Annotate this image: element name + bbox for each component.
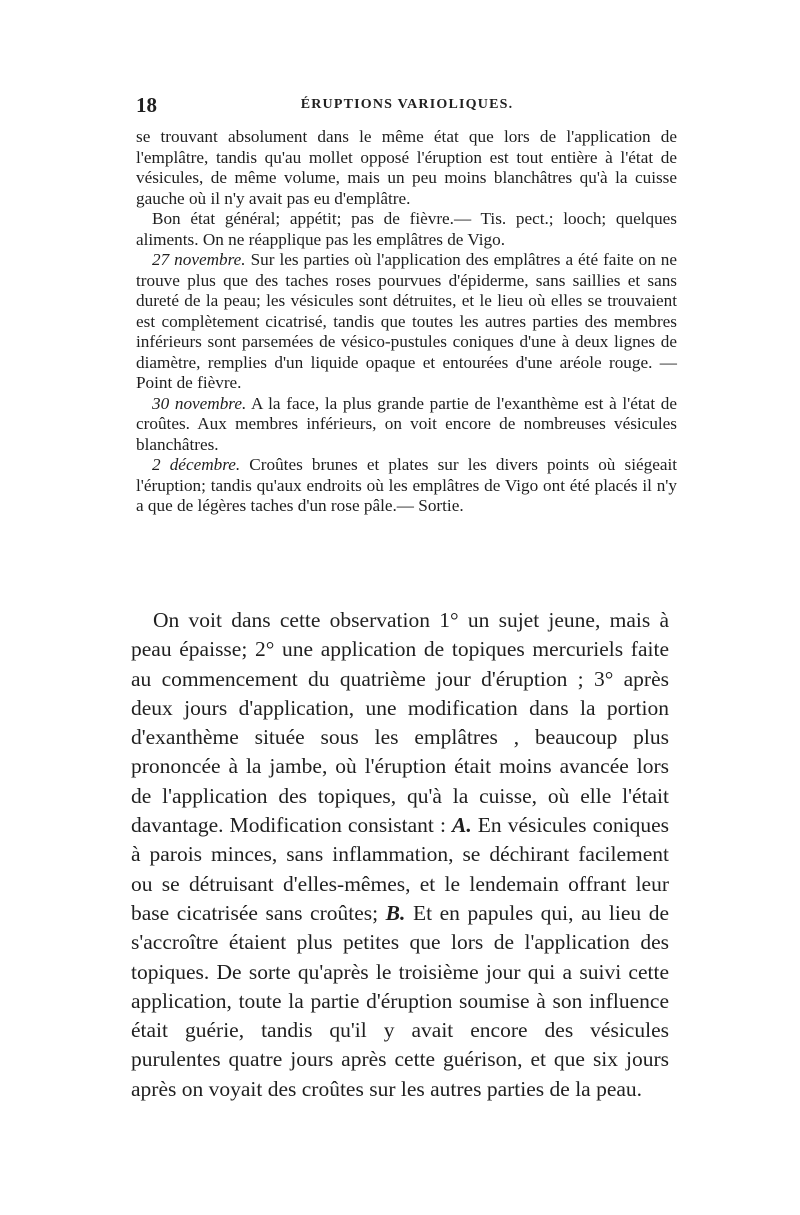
discussion-part: On voit dans cette observation 1° un sujet jeune, mais à peau épaisse; 2° une application de topiques mercuriels faite au commencement du quatrième jour d'éruption ; 3° après deux jours d'application, une modification dans la portion d'exanthème située sous les emplâtres , beaucoup plus prononcée à la jambe, où l'éruption était moins avancée lors de l'application des topiques, qu'à la cuisse, où elle l'était davantage. Modification consistant : [131,608,669,838]
note-text: Sur les parties où l'application des emplâtres a été faite on ne trouve plus que des taches roses pourvues d'épiderme, sans saillies et sans dureté de la peau; les vésicules sont détruites, et le lieu où elles se trouvaient est complètement cicatrisé, tandis que toutes les autres parties des membres inférieurs sont parsemées de vésico-pustules coniques d'une à deux lignes de diamètre, remplies d'un liquide opaque et entourées d'une aréole rouge. — Point de fièvre. [136,250,677,392]
note-date: 27 novembre. [152,250,246,269]
discussion-part: Et en papules qui, au lieu de s'accroître étaient plus petites que lors de l'application des topiques. De sorte qu'après le troisième jour qui a suivi cette application, toute la partie d'éruption soumise à son influence était guérie, tandis qu'il y avait encore des vésicules purulentes quatre jours après cette guérison, et que six jours après on voyait des croûtes sur les autres parties de la peau. [131,900,670,1101]
page-number: 18 [136,93,157,117]
point-label-b: B. [385,900,406,925]
note-paragraph [136,455,677,517]
discussion-text [131,606,669,1104]
note-date: 2 décembre. [152,455,241,474]
note-paragraph: se trouvant absolument dans le même état que lors de l'application de l'emplâtre, tandis qu'au mollet opposé l'éruption est tout entière à l'état de vésicules, de même volume, mais un peu moins blanchâtres qu'à la cuisse gauche où il n'y avait pas eu d'emplâtre. [136,127,677,208]
discussion-paragraph [131,606,669,1104]
running-title: ÉRUPTIONS VARIOLIQUES. [300,97,514,112]
note-paragraph [136,394,677,456]
running-head [136,93,678,123]
point-label-a: A. [451,813,472,838]
note-text: Croûtes brunes et plates sur les divers points où siégeait l'éruption; tandis qu'aux endroits où les emplâtres de Vigo ont été placés il n'y a que de légères taches d'un rose pâle.— Sortie. [136,455,677,515]
note-date: 30 novembre. [152,393,247,413]
note-text: A la face, la plus grande partie de l'exanthème est à l'état de croûtes. Aux membres inférieurs, on voit encore de nombreuses vésicules blanchâtres. [136,393,677,454]
note-paragraph [136,250,677,394]
note-paragraph: Bon état général; appétit; pas de fièvre.— Tis. pect.; looch; quelques aliments. On ne réapplique pas les emplâtres de Vigo. [136,209,677,249]
clinical-notes [136,127,677,517]
discussion-part: En vésicules coniques à parois minces, sans inflammation, se déchirant facilement ou se détruisant d'elles-mêmes, et le lendemain offrant leur base cicatrisée sans croûtes; [131,813,669,925]
